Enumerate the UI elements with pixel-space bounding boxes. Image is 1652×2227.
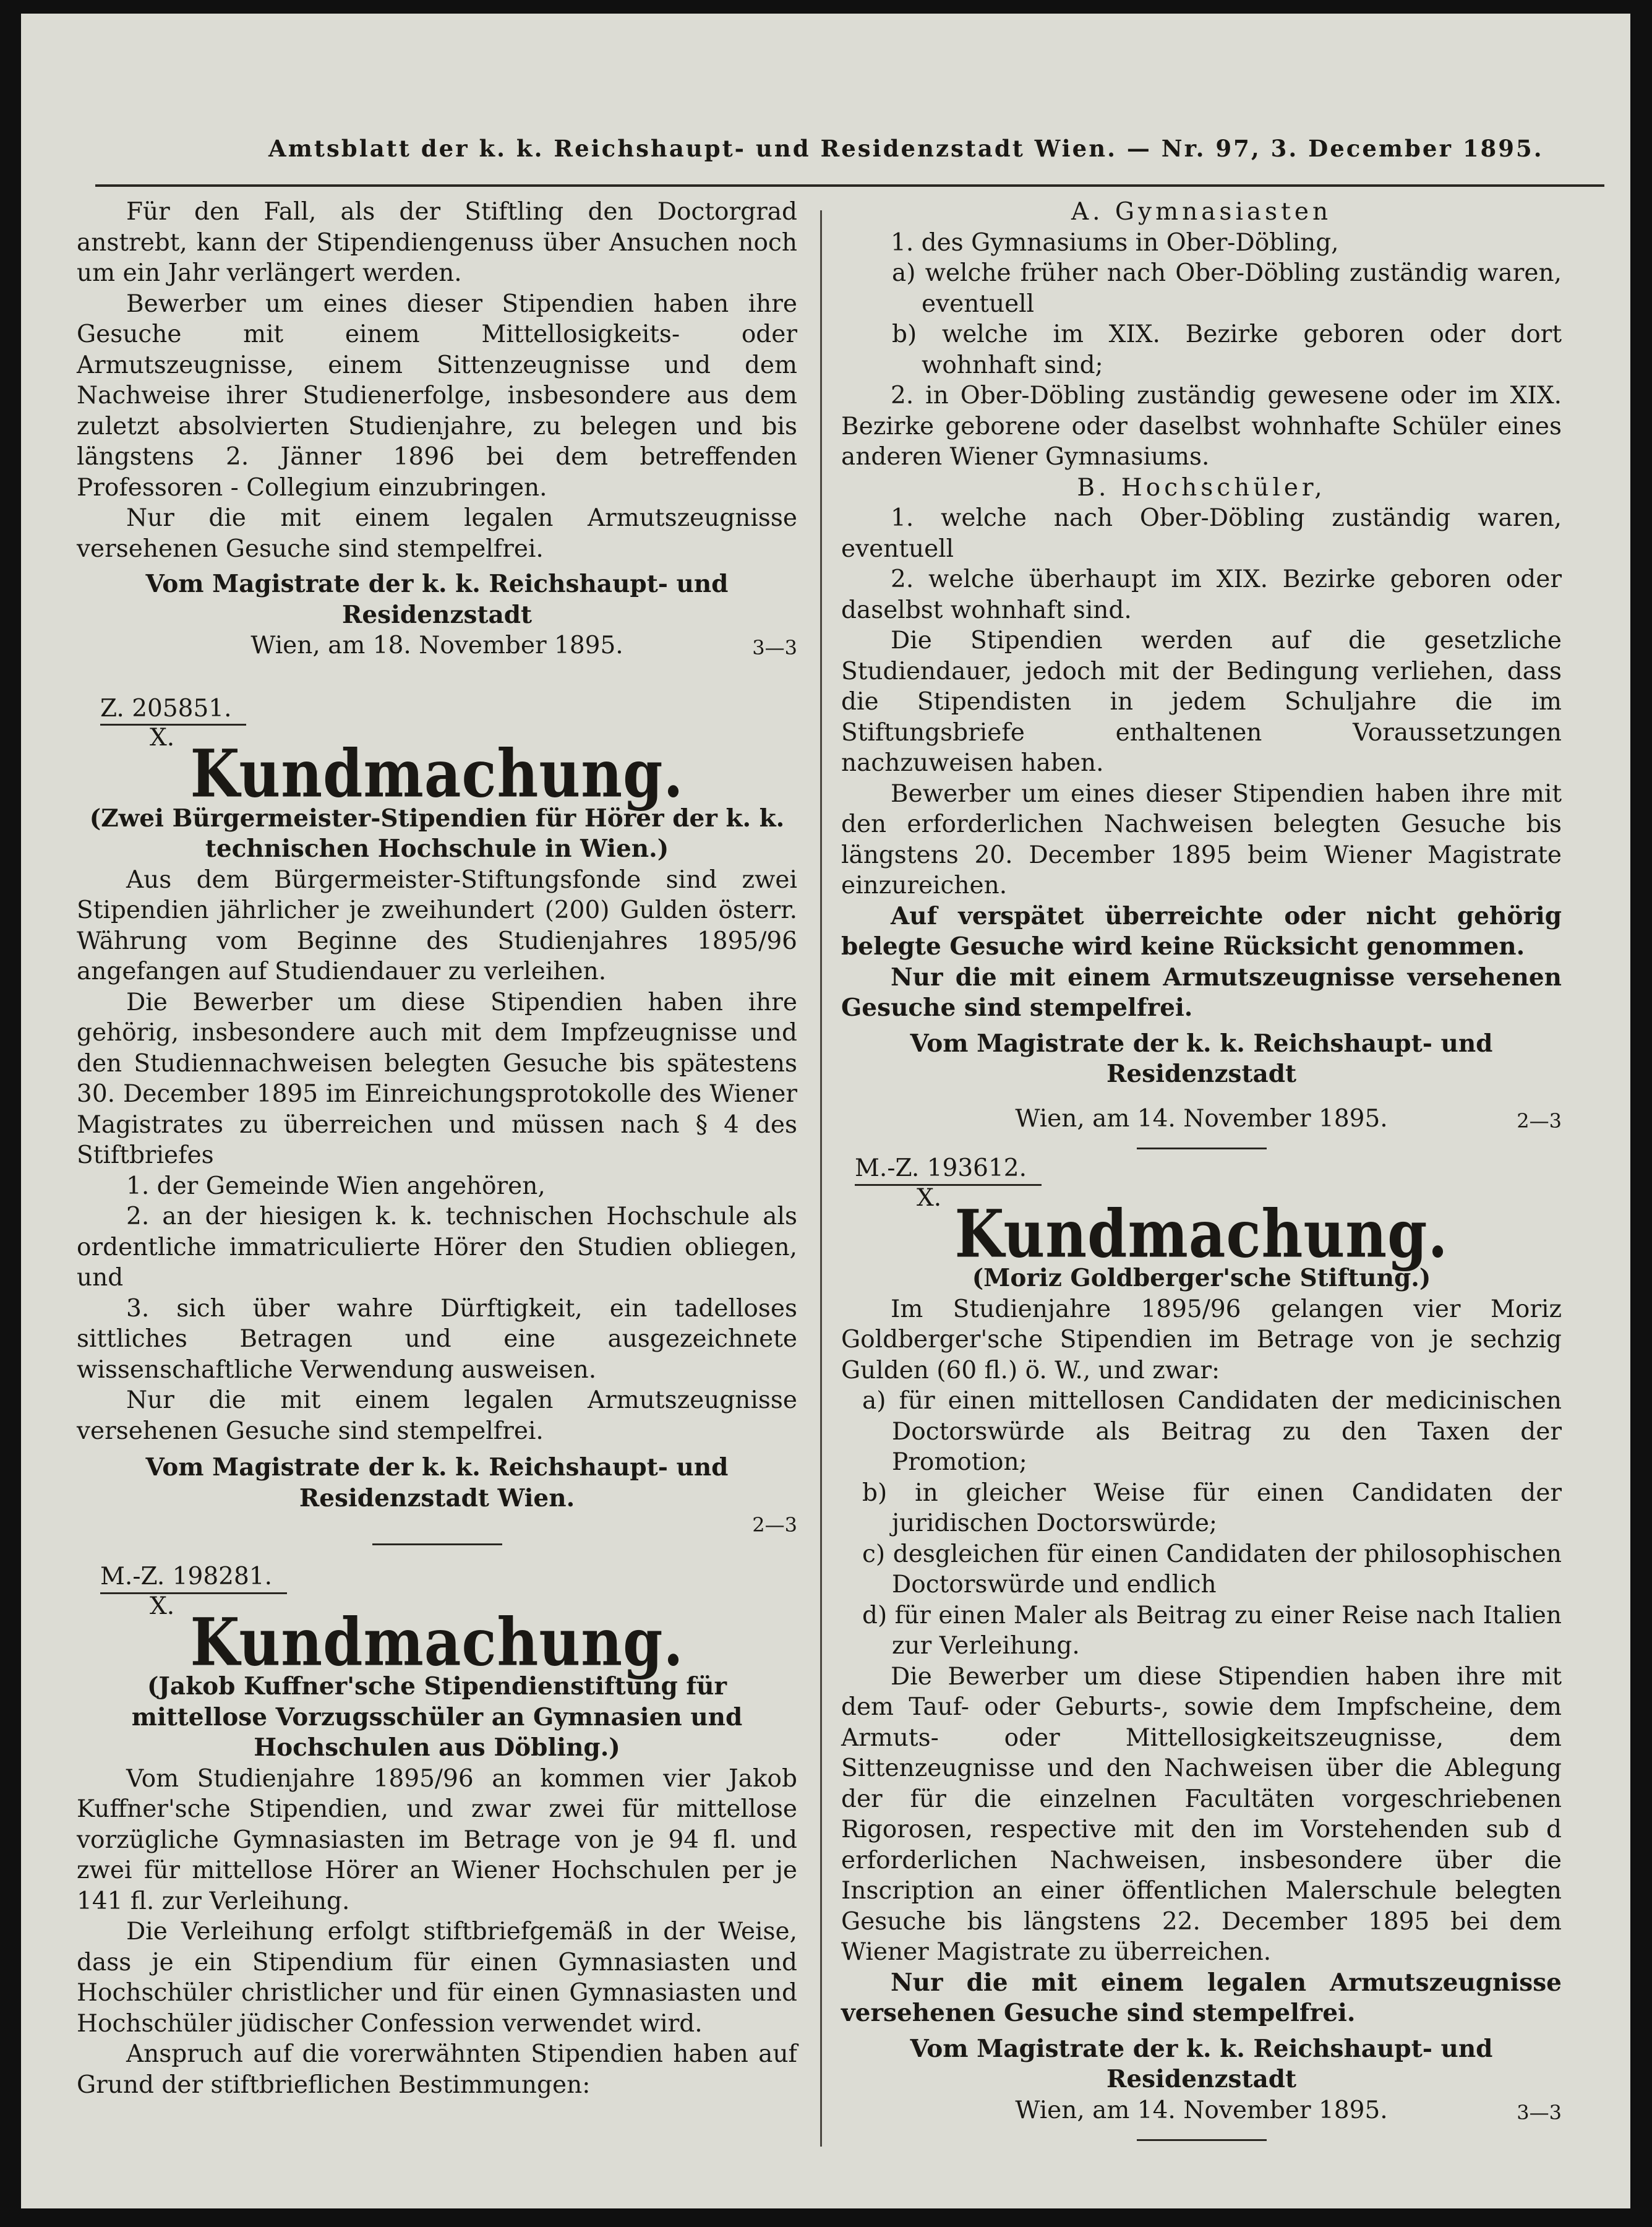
reference-number: Z. 205851. xyxy=(100,693,246,726)
header-rule xyxy=(95,184,1604,187)
column-separator xyxy=(820,210,822,2147)
signature-line: Vom Magistrate der k. k. Reichshaupt- und Residenzstadt Wien. xyxy=(145,1453,729,1513)
reference-number: M.-Z. 198281. xyxy=(100,1561,287,1594)
notice-title: Kundmachung. xyxy=(190,735,684,812)
date-line xyxy=(841,1104,1562,1135)
intro-paragraph: Bewerber um eines dieser Stipendien haben ihre Gesuche mit einem Mittellosigkeits- oder Armutszeugnisse, einem Sittenzeugnisse und dem Nachweise ihrer Studienerfolge, insbesondere aus dem zuletzt absolvierten Studienjahre, zu belegen und bis längstens 2. Jänner 1896 bei dem betreffenden Professoren - Collegium einzubringen. xyxy=(77,290,797,502)
notice-paragraph: Die Bewerber um diese Stipendien haben ihre mit dem Tauf- oder Geburts-, sowie dem Impfscheine, dem Armuts- oder Mittellosigkeitszeugnisse, dem Sittenzeugnisse und den Nachweisen über die Ablegung der für die einzelnen Facultäten vorgeschriebenen Rigorosen, respective mit den im Vorstehenden sub d erforderlichen Nachweisen, insbesondere über die Inscription an einer öffentlichen Malerschule belegten Gesuche bis längstens 22. December 1895 bei dem Wiener Magistrate zu überreichen. xyxy=(841,1662,1562,1966)
notice-2 xyxy=(77,693,797,1546)
notice-paragraph: Auf verspätet überreichte oder nicht gehörig belegte Gesuche wird keine Rücksicht genommen. xyxy=(841,901,1562,961)
issue-counter: 2—3 xyxy=(1517,1109,1562,1133)
right-column xyxy=(841,197,1562,2141)
section-mark: X. xyxy=(150,1592,175,1620)
list-item: c) desgleichen für einen Candidaten der philosophischen Doctorswürde und endlich xyxy=(862,1540,1562,1598)
section-mark: X. xyxy=(917,1183,942,1212)
list-item: 2. in Ober-Döbling zuständig gewesene oder im XIX. Bezirke geborene oder daselbst wohnhafte Schüler eines anderen Wiener Gymnasiums. xyxy=(841,382,1562,471)
notice-subtitle: (Zwei Bürgermeister-Stipendien für Hörer der k. k. technischen Hochschule in Wien.) xyxy=(89,804,785,863)
issue-counter: 3—3 xyxy=(752,636,797,659)
list-item: 1. des Gymnasiums in Ober-Döbling, xyxy=(891,228,1339,257)
notice-paragraph: Die Stipendien werden auf die gesetzliche Studiendauer, jedoch mit der Bedingung verliehen, dass die Stipendisten in jedem Schuljahre die im Stiftungsbriefe enthaltenen Voraussetzungen nachzuweisen haben. xyxy=(841,627,1562,777)
list-item: a) welche früher nach Ober-Döbling zuständig waren, eventuell xyxy=(892,259,1562,318)
signature-line: Vom Magistrate der k. k. Reichshaupt- und Residenzstadt xyxy=(910,2034,1493,2093)
divider-rule xyxy=(1137,2139,1267,2141)
notice-3 xyxy=(77,1561,797,2100)
date-text: Wien, am 14. November 1895. xyxy=(1015,2096,1388,2124)
notice-subtitle: (Jakob Kuffner'sche Stipendienstiftung für mittellose Vorzugsschüler an Gymnasien und Hochschulen aus Döbling.) xyxy=(131,1672,743,1762)
notice-paragraph: Aus dem Bürgermeister-Stiftungsfonde sind zwei Stipendien jährlicher je zweihundert (200) Gulden österr. Währung vom Beginne des Studienjahres 1895/96 angefangen auf Studiendauer zu verleihen. xyxy=(77,865,797,985)
newspaper-page xyxy=(21,14,1630,2208)
list-item: b) in gleicher Weise für einen Candidaten der juridischen Doctorswürde; xyxy=(862,1478,1562,1537)
list-item: 2. an der hiesigen k. k. technischen Hochschule als ordentliche immatriculierte Hörer den Studien obliegen, und xyxy=(77,1203,797,1292)
list-item: 3. sich über wahre Dürftigkeit, ein tadelloses sittliches Betragen und eine ausgezeichnete wissenschaftliche Verwendung ausweisen. xyxy=(77,1294,797,1384)
section-heading: B. Hochschüler, xyxy=(1077,473,1326,502)
signature-line: Vom Magistrate der k. k. Reichshaupt- und Residenzstadt xyxy=(145,570,729,629)
list-item: 1. welche nach Ober-Döbling zuständig waren, eventuell xyxy=(841,504,1562,563)
reference-number: M.-Z. 193612. xyxy=(855,1153,1042,1186)
list-item: b) welche im XIX. Bezirke geboren oder dort wohnhaft sind; xyxy=(892,320,1562,379)
notice-paragraph: Nur die mit einem Armutszeugnisse versehenen Gesuche sind stempelfrei. xyxy=(841,963,1562,1022)
notice-subtitle: (Moriz Goldberger'sche Stiftung.) xyxy=(972,1264,1431,1292)
list-item: 1. der Gemeinde Wien angehören, xyxy=(126,1172,546,1200)
signature-line: Vom Magistrate der k. k. Reichshaupt- und Residenzstadt xyxy=(910,1029,1493,1088)
date-text: Wien, am 18. November 1895. xyxy=(250,632,623,659)
section-mark: X. xyxy=(150,724,175,752)
notice-paragraph: Bewerber um eines dieser Stipendien haben ihre mit den erforderlichen Nachweisen belegten Gesuche bis längstens 20. December 1895 beim Wiener Magistrate einzureichen. xyxy=(841,779,1562,899)
notice-paragraph: Im Studienjahre 1895/96 gelangen vier Moriz Goldberger'sche Stipendien im Betrage von je sechzig Gulden (60 fl.) ö. W., und zwar: xyxy=(841,1295,1562,1384)
intro-paragraph: Für den Fall, als der Stiftling den Doctorgrad anstrebt, kann der Stipendiengenuss über Ansuchen noch um ein Jahr verlängert werden. xyxy=(77,198,797,287)
section-heading: A. Gymnasiasten xyxy=(1071,198,1332,226)
notice-4 xyxy=(841,1153,1562,2141)
notice-paragraph: Anspruch auf die vorerwähnten Stipendien haben auf Grund der stiftbrieflichen Bestimmungen: xyxy=(77,2040,797,2099)
notice-paragraph: Die Bewerber um diese Stipendien haben ihre gehörig, insbesondere auch mit dem Impfzeugnisse und den Studiennachweisen belegten Gesuche bis spätestens 30. December 1895 im Einreichungsprotokolle des Wiener Magistrates zu überreichen und müssen nach § 4 des Stiftbriefes xyxy=(77,988,797,1169)
notice-title: Kundmachung. xyxy=(954,1195,1449,1272)
notice-paragraph: Nur die mit einem legalen Armutszeugnisse versehenen Gesuche sind stempelfrei. xyxy=(77,1386,797,1445)
list-item: d) für einen Maler als Beitrag zu einer Reise nach Italien zur Verleihung. xyxy=(862,1601,1562,1660)
list-item: a) für einen mittellosen Candidaten der medicinischen Doctorswürde als Beitrag zu den Taxen der Promotion; xyxy=(862,1387,1562,1476)
date-line xyxy=(841,2095,1562,2126)
page-header: Amtsblatt der k. k. Reichshaupt- und Residenzstadt Wien. — Nr. 97, 3. December 1895. xyxy=(268,135,1544,162)
list-item: 2. welche überhaupt im XIX. Bezirke geboren oder daselbst wohnhaft sind. xyxy=(841,565,1562,624)
date-line xyxy=(77,630,797,661)
notice-paragraph: Nur die mit einem legalen Armutszeugnisse versehenen Gesuche sind stempelfrei. xyxy=(841,1968,1562,2027)
date-text: Wien, am 14. November 1895. xyxy=(1015,1104,1388,1133)
notice-paragraph: Die Verleihung erfolgt stiftbriefgemäß in der Weise, dass je ein Stipendium für einen Gymnasiasten und Hochschüler christlicher und für einen Gymnasiasten und Hochschüler jüdischer Confession verwendet wird. xyxy=(77,1918,797,2038)
notice-paragraph: Vom Studienjahre 1895/96 an kommen vier Jakob Kuffner'sche Stipendien, und zwar zwei für mittellose vorzügliche Gymnasiasten im Betrage von je 94 fl. und zwei für mittellose Hörer an Wiener Hochschulen per je 141 fl. zur Verleihung. xyxy=(77,1764,797,1915)
notice-title: Kundmachung. xyxy=(190,1603,684,1681)
issue-counter: 2—3 xyxy=(752,1513,797,1537)
left-column xyxy=(77,197,797,2100)
issue-counter: 3—3 xyxy=(1517,2100,1562,2124)
intro-paragraph: Nur die mit einem legalen Armutszeugnisse versehenen Gesuche sind stempelfrei. xyxy=(77,504,797,563)
